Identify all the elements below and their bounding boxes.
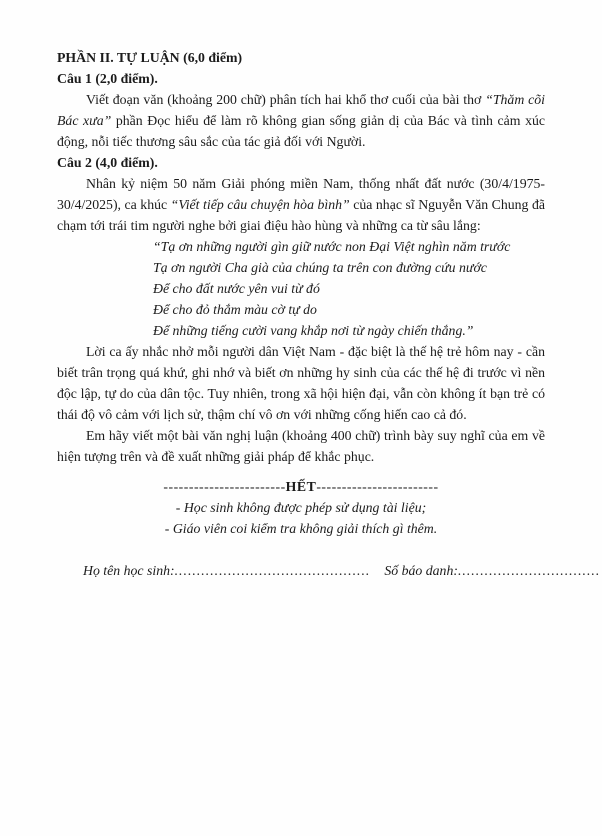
cau2-heading: Câu 2 (4,0 điểm). bbox=[57, 155, 158, 170]
end-label: HẾT bbox=[285, 479, 317, 494]
exam-note: - Học sinh không được phép sử dụng tài liệu; bbox=[175, 500, 427, 515]
cau2-commentary: Lời ca ấy nhắc nhở mỗi người dân Việt Nam - đặc biệt là thế hệ trẻ hôm nay - cần biết trân trọng quá khứ, ghi nhớ và biết ơn những hy sinh của các thế hệ đi trước vì nền độc lập, tự do của dân tộc. Tuy nhiên, trong xã hội hiện đại, vẫn còn không ít bạn trẻ có thái độ vô cảm với lịch sử, thậm chí vô ơn với những cống hiến cao cả đó. bbox=[57, 344, 545, 422]
cau1-poem-title: “Thăm cõi Bác xưa” bbox=[57, 92, 545, 128]
student-name-label: Họ tên học sinh: bbox=[83, 563, 175, 578]
exam-id-label: Số báo danh: bbox=[384, 563, 458, 578]
poem-line: “Tạ ơn những người gìn giữ nước non Đại Việt nghìn năm trước bbox=[153, 239, 511, 254]
cau2-song-title: “Viết tiếp câu chuyện hòa bình” bbox=[170, 197, 350, 212]
footer-row bbox=[57, 560, 601, 581]
end-divider bbox=[57, 476, 545, 497]
section-title: PHẦN II. TỰ LUẬN (6,0 điểm) bbox=[57, 50, 243, 65]
cau1-text-before: Viết đoạn văn (khoảng 200 chữ) phân tích hai khổ thơ cuối của bài thơ bbox=[86, 92, 486, 107]
exam-id-dotted-line: ................................ bbox=[457, 563, 601, 578]
poem-line: Để cho đỏ thắm màu cờ tự do bbox=[153, 302, 317, 317]
cau1-paragraph bbox=[57, 89, 545, 152]
exam-note: - Giáo viên coi kiểm tra không giải thích gì thêm. bbox=[164, 521, 438, 536]
end-dashes-left: ------------------------ bbox=[163, 479, 286, 494]
poem-line: Tạ ơn người Cha già của chúng ta trên con đường cứu nước bbox=[153, 260, 487, 275]
cau2-task: Em hãy viết một bài văn nghị luận (khoảng 400 chữ) trình bày suy nghĩ của em về hiện tượng trên và đề xuất những giải pháp để khắc phục. bbox=[57, 428, 545, 464]
poem-quote bbox=[57, 236, 545, 341]
cau2-intro bbox=[57, 173, 545, 236]
cau2-intro-before: Nhân kỷ niệm 50 năm Giải phóng miền Nam, thống nhất đất nước (30/4/1975-30/4/2025), ca khúc bbox=[57, 176, 545, 212]
student-name-field bbox=[83, 560, 370, 581]
exam-id-field bbox=[384, 560, 600, 581]
student-name-dotted-line: ............................................ bbox=[174, 563, 371, 578]
cau1-heading: Câu 1 (2,0 điểm). bbox=[57, 71, 158, 86]
end-dashes-right: ------------------------ bbox=[316, 479, 439, 494]
poem-line: Để cho đất nước yên vui từ đó bbox=[153, 281, 320, 296]
cau2-intro-after: của nhạc sĩ Nguyễn Văn Chung đã chạm tới trái tim người nghe bởi giai điệu hào hùng và những ca từ sâu lắng: bbox=[57, 197, 545, 233]
poem-line: Để những tiếng cười vang khắp nơi từ ngày chiến thắng.” bbox=[153, 323, 474, 338]
cau1-text-after: phần Đọc hiểu để làm rõ không gian sống giản dị của Bác và tình cảm xúc động, nỗi tiếc thương sâu sắc của tác giả đối với Người. bbox=[57, 113, 545, 149]
